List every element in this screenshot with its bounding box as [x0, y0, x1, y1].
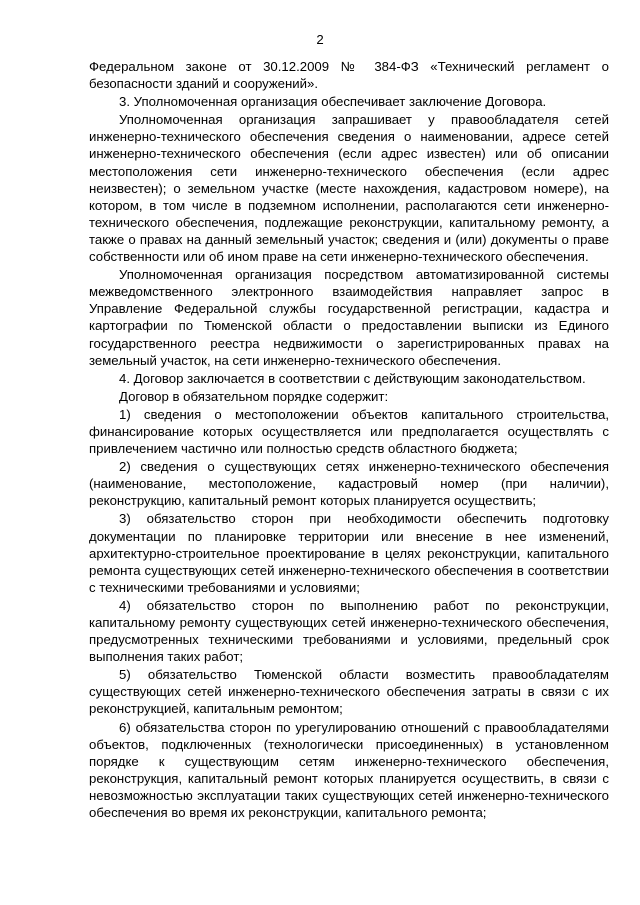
list-item-1: 1) сведения о местоположении объектов капитального строительства, финансирование которых осуществляется или предполагается осуществлять с привлечением частично или полностью средств областного бюджета;	[89, 406, 609, 457]
document-body	[89, 58, 609, 822]
paragraph-item-4: 4. Договор заключается в соответствии с действующим законодательством.	[119, 370, 586, 386]
paragraph-item-3: 3. Уполномоченная организация обеспечивает заключение Договора.	[119, 94, 547, 110]
list-item-3: 3) обязательство сторон при необходимости обеспечить подготовку документации по планировке территории или внесение в нее изменений, архитектурно-строительное проектирование в целях реконструкции, капитального ремонта существующих сетей инженерно-технического обеспечения в соответствии с техническими требованиями и условиями;	[89, 511, 609, 595]
list-item-6: 6) обязательства сторон по урегулированию отношений с правообладателями объектов, подключенных (технологически присоединенных) в установленном порядке к существующим сетям инженерно-технического обеспечения, реконструкция, капитальный ремонт которых планируется осуществить, в связи с невозможностью эксплуатации таких существующих сетей инженерно-технического обеспечения во время их реконструкции, капитального ремонта;	[89, 719, 609, 821]
list-item-5: 5) обязательство Тюменской области возместить правообладателям существующих сетей инженерно-технического обеспечения затраты в связи с их реконструкцией, капитальным ремонтом;	[89, 667, 609, 717]
paragraph-continuation: Федеральном законе от 30.12.2009 № 384-ФЗ «Технический регламент о безопасности зданий и сооружений».	[89, 59, 609, 92]
page-number: 2	[316, 32, 324, 47]
paragraph-request-owner: Уполномоченная организация запрашивает у правообладателя сетей инженерно-технического обеспечения сведения о наименовании, адресе сетей инженерно-технического обеспечения (если адрес известен) или об описании местоположения сети инженерно-технического обеспечения (если адрес неизвестен); о земельном участке (месте нахождения, кадастровом номере), на котором, в том числе в подземном исполнении, располагаются сети инженерно-технического обеспечения, подлежащие реконструкции, капитальному ремонту, а также о правах на данный земельный участок; сведения и (или) документы о праве собственности или об ином праве на сети инженерно-технического обеспечения.	[89, 112, 609, 265]
paragraph-interagency-request: Уполномоченная организация посредством автоматизированной системы межведомственного электронного взаимодействия направляет запрос в Управление Федеральной службы государственной регистрации, кадастра и картографии по Тюменской области о предоставлении выписки из Единого государственного реестра недвижимости о зарегистрированных правах на земельный участок, на сети инженерно-технического обеспечения.	[89, 267, 609, 368]
list-item-2: 2) сведения о существующих сетях инженерно-технического обеспечения (наименование, местоположение, кадастровый номер (при наличии), реконструкцию, капитальный ремонт которых планируется осуществить;	[89, 459, 609, 509]
paragraph-contract-contents: Договор в обязательном порядке содержит:	[119, 388, 389, 404]
list-item-4: 4) обязательство сторон по выполнению работ по реконструкции, капитальному ремонту существующих сетей инженерно-технического обеспечения, предусмотренных техническими требованиями и условиями, предельный срок выполнения таких работ;	[89, 597, 609, 665]
